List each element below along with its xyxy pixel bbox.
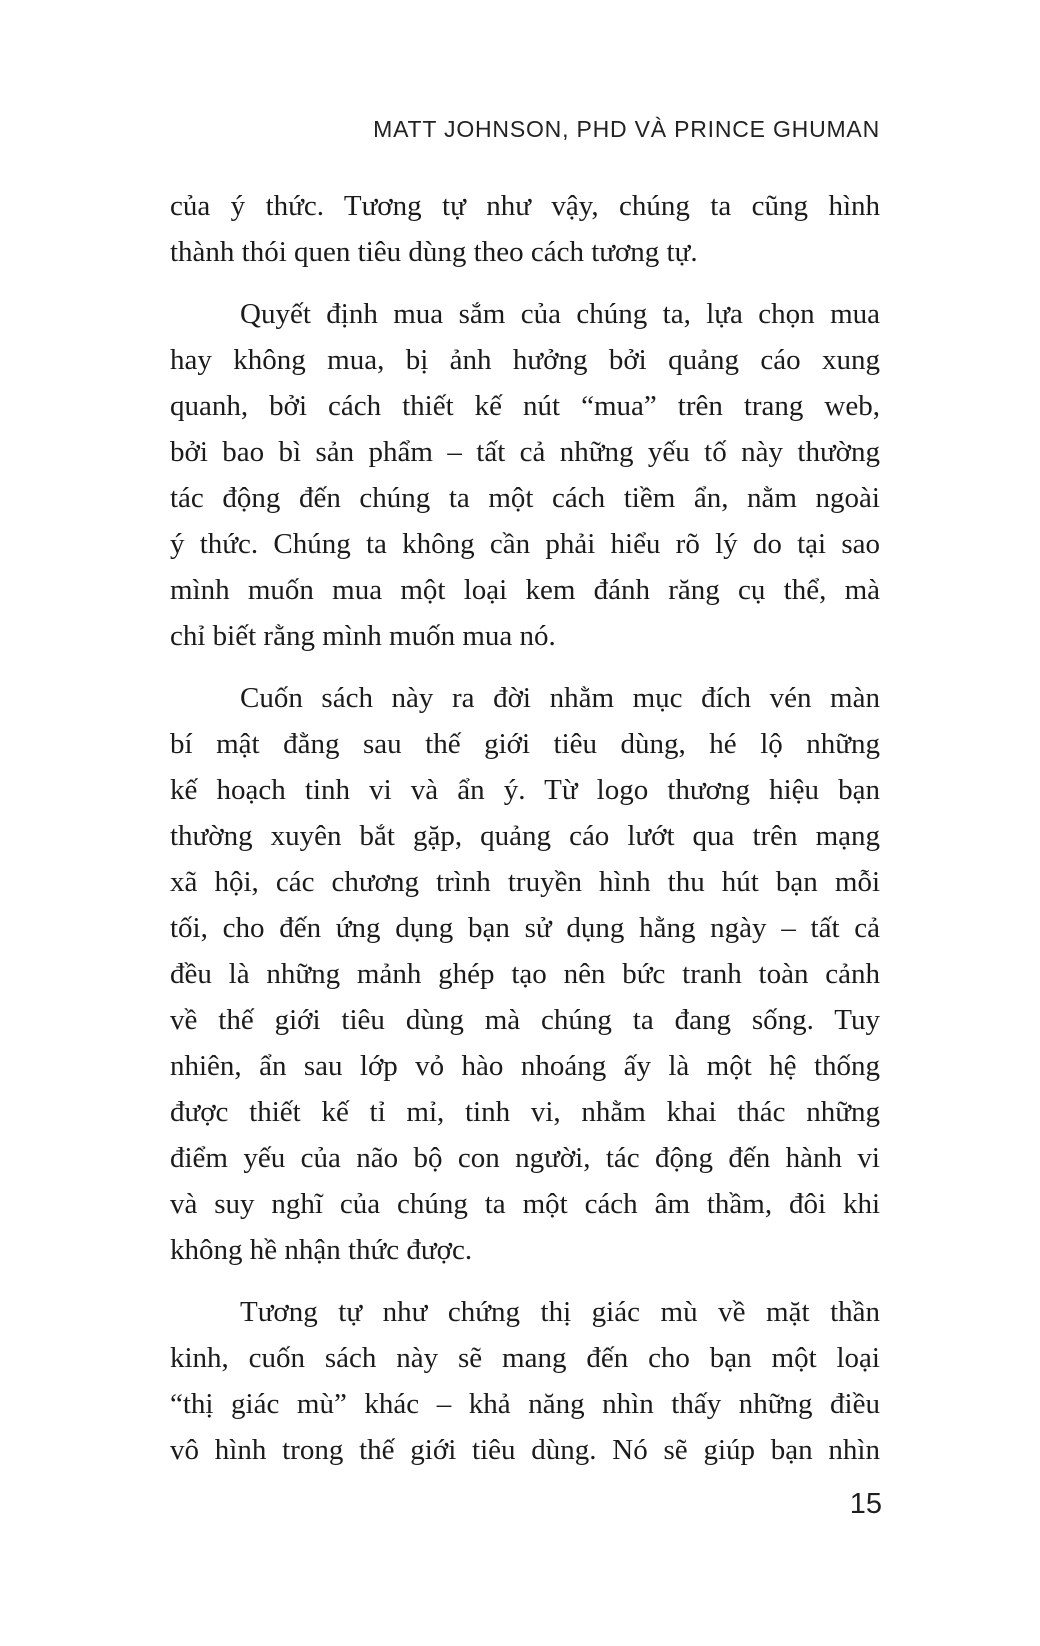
text-line: không hề nhận thức được. bbox=[170, 1234, 473, 1266]
text-line: nhiên, ẩn sau lớp vỏ hào nhoáng ấy là một hệ thống bbox=[170, 1050, 880, 1082]
page-number: 15 bbox=[849, 1488, 882, 1520]
text-line: bí mật đằng sau thế giới tiêu dùng, hé lộ những bbox=[170, 728, 880, 760]
text-line: điểm yếu của não bộ con người, tác động đến hành vi bbox=[170, 1142, 880, 1174]
text-line: thường xuyên bắt gặp, quảng cáo lướt qua trên mạng bbox=[170, 820, 880, 852]
page-body-text bbox=[170, 183, 880, 1473]
text-line: kế hoạch tinh vi và ẩn ý. Từ logo thương hiệu bạn bbox=[170, 774, 880, 806]
text-line: tác động đến chúng ta một cách tiềm ẩn, nằm ngoài bbox=[170, 482, 880, 514]
text-line: chỉ biết rằng mình muốn mua nó. bbox=[170, 620, 556, 652]
text-line: vô hình trong thế giới tiêu dùng. Nó sẽ giúp bạn nhìn bbox=[170, 1434, 880, 1466]
text-line: thành thói quen tiêu dùng theo cách tương tự. bbox=[170, 236, 698, 268]
text-line: xã hội, các chương trình truyền hình thu hút bạn mỗi bbox=[170, 866, 880, 898]
text-line: mình muốn mua một loại kem đánh răng cụ thể, mà bbox=[170, 574, 880, 606]
text-line: Tương tự như chứng thị giác mù về mặt thần bbox=[240, 1296, 880, 1328]
text-line: “thị giác mù” khác – khả năng nhìn thấy những điều bbox=[170, 1388, 880, 1420]
paragraph bbox=[170, 1289, 880, 1473]
text-line: và suy nghĩ của chúng ta một cách âm thầm, đôi khi bbox=[170, 1188, 880, 1220]
text-line: tối, cho đến ứng dụng bạn sử dụng hằng ngày – tất cả bbox=[170, 912, 880, 944]
text-line: hay không mua, bị ảnh hưởng bởi quảng cáo xung bbox=[170, 344, 880, 376]
text-line: về thế giới tiêu dùng mà chúng ta đang sống. Tuy bbox=[170, 1004, 880, 1036]
text-line: Quyết định mua sắm của chúng ta, lựa chọn mua bbox=[240, 298, 880, 330]
text-line: của ý thức. Tương tự như vậy, chúng ta cũng hình bbox=[170, 190, 880, 222]
text-line: được thiết kế tỉ mỉ, tinh vi, nhằm khai thác những bbox=[170, 1096, 880, 1128]
text-line: kinh, cuốn sách này sẽ mang đến cho bạn một loại bbox=[170, 1342, 880, 1374]
text-line: bởi bao bì sản phẩm – tất cả những yếu tố này thường bbox=[170, 436, 880, 468]
text-line: đều là những mảnh ghép tạo nên bức tranh toàn cảnh bbox=[170, 958, 880, 990]
paragraph bbox=[170, 291, 880, 659]
text-line: quanh, bởi cách thiết kế nút “mua” trên trang web, bbox=[170, 390, 880, 422]
text-line: ý thức. Chúng ta không cần phải hiểu rõ lý do tại sao bbox=[170, 528, 880, 560]
paragraph bbox=[170, 183, 880, 275]
running-header-author-line: MATT JOHNSON, PHD VÀ PRINCE GHUMAN bbox=[373, 116, 880, 142]
text-line: Cuốn sách này ra đời nhằm mục đích vén màn bbox=[240, 682, 880, 714]
paragraph bbox=[170, 675, 880, 1273]
